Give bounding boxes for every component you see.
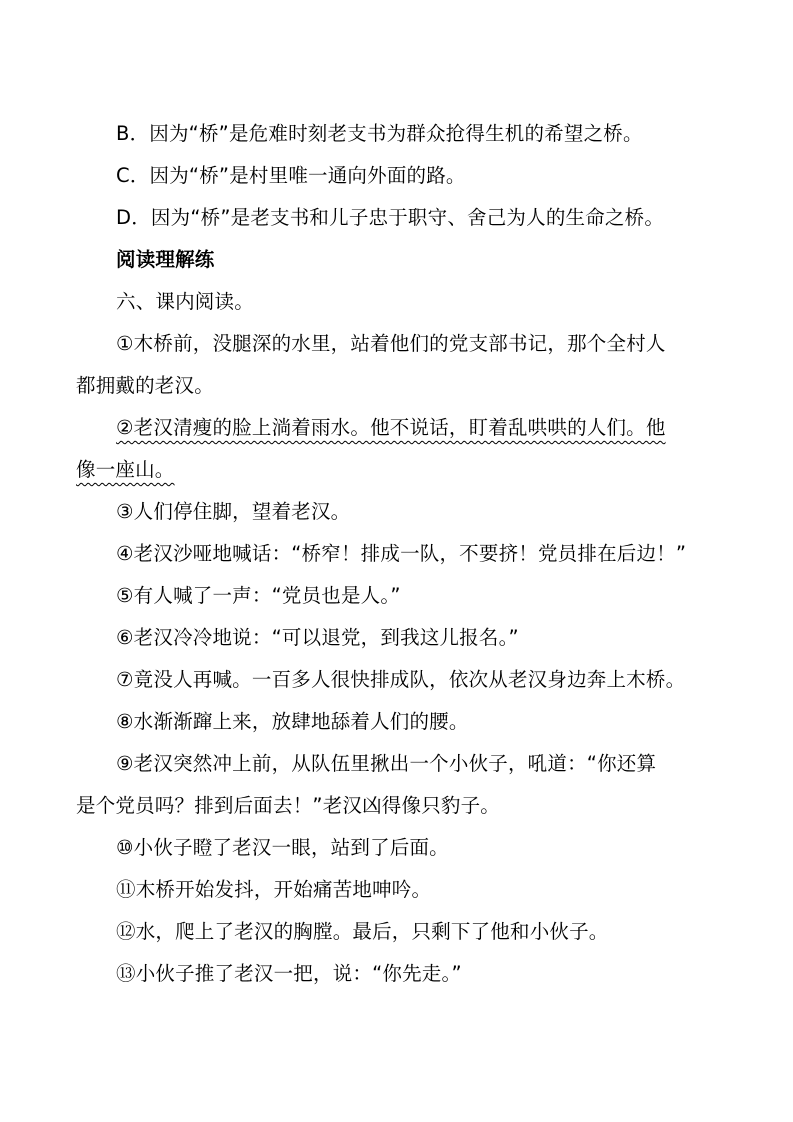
paragraph-6: ⑥老汉冷冷地说：“可以退党，到我这儿报名。” bbox=[116, 626, 519, 649]
paragraph-4: ④老汉沙哑地喊话：“桥窄！排成一队，不要挤！党员排在后边！” bbox=[116, 542, 687, 565]
paragraph-13: ⑬小伙子推了老汉一把，说：“你先走。” bbox=[116, 962, 462, 985]
paragraph-3: ③人们停住脚，望着老汉。 bbox=[116, 500, 351, 523]
option-b: B．因为“桥”是危难时刻老支书为群众抢得生机的希望之桥。 bbox=[116, 122, 643, 145]
paragraph-1-line-2: 都拥戴的老汉。 bbox=[76, 374, 214, 397]
option-c: C．因为“桥”是村里唯一通向外面的路。 bbox=[116, 164, 466, 187]
paragraph-2-line-1 bbox=[0, 416, 793, 440]
paragraph-7: ⑦竟没人再喊。一百多人很快排成队，依次从老汉身边奔上木桥。 bbox=[116, 668, 686, 691]
paragraph-9-line-1: ⑨老汉突然冲上前，从队伍里揪出一个小伙子，吼道：“你还算 bbox=[116, 752, 657, 775]
paragraph-5: ⑤有人喊了一声：“党员也是人。” bbox=[116, 584, 401, 607]
paragraph-9-line-2: 是个党员吗？排到后面去！”老汉凶得像只豹子。 bbox=[76, 794, 501, 817]
paragraph-8: ⑧水渐渐蹿上来，放肆地舔着人们的腰。 bbox=[116, 710, 469, 733]
sub-heading: 六、课内阅读。 bbox=[116, 290, 254, 313]
paragraph-2-line-2 bbox=[0, 458, 793, 482]
paragraph-11: ⑪木桥开始发抖，开始痛苦地呻吟。 bbox=[116, 878, 432, 901]
underlined-sentence-end: 像一座山。 bbox=[76, 458, 175, 481]
paragraph-12: ⑫水，爬上了老汉的胸膛。最后，只剩下了他和小伙子。 bbox=[116, 920, 609, 943]
paragraph-10: ⑩小伙子瞪了老汉一眼，站到了后面。 bbox=[116, 836, 449, 859]
option-d: D．因为“桥”是老支书和儿子忠于职守、舍己为人的生命之桥。 bbox=[116, 206, 665, 229]
underlined-sentence: ②老汉清瘦的脸上淌着雨水。他不说话，盯着乱哄哄的人们。他 bbox=[116, 416, 666, 439]
paragraph-1-line-1: ①木桥前，没腿深的水里，站着他们的党支部书记，那个全村人 bbox=[116, 332, 666, 355]
section-heading: 阅读理解练 bbox=[116, 248, 215, 271]
